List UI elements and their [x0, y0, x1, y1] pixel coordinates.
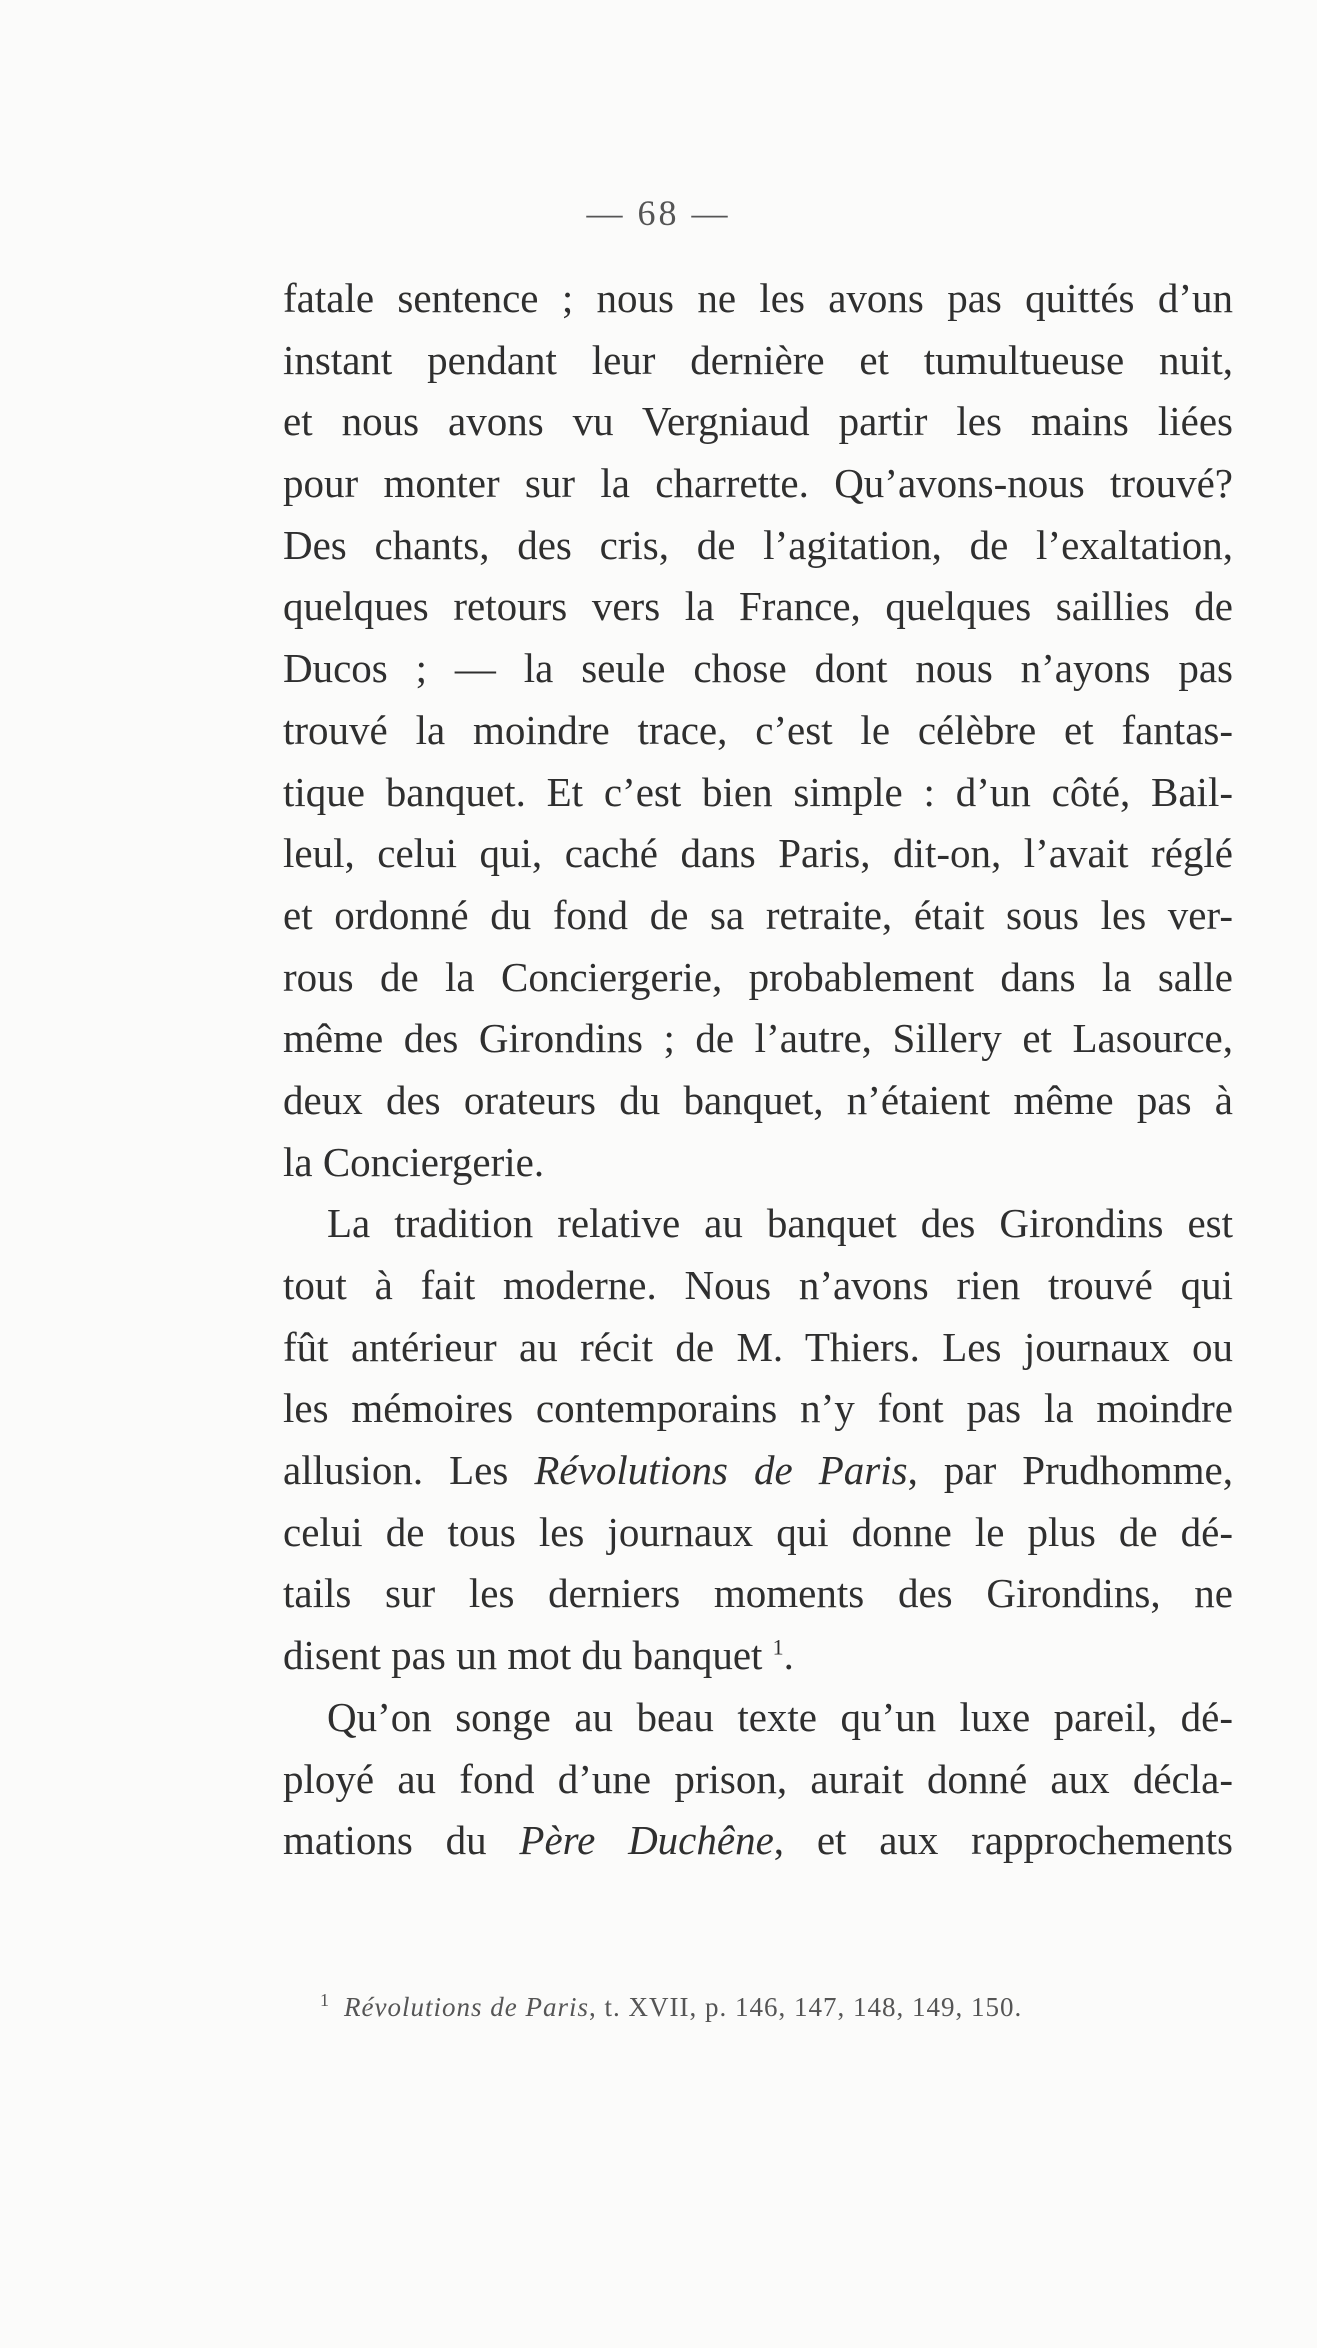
text-line: fût antérieur au récit de M. Thiers. Les journaux ou — [283, 1323, 1233, 1370]
text-line: Ducos ; — la seule chose dont nous n’ayons pas — [283, 645, 1233, 692]
text-line: trouvé la moindre trace, c’est le célèbre et fantas- — [283, 706, 1233, 753]
footnote-mark: 1 — [320, 1990, 330, 2010]
text-line: Qu’on songe au beau texte qu’un luxe pareil, dé- — [327, 1693, 1233, 1740]
text-line: deux des orateurs du banquet, n’étaient même pas à — [283, 1076, 1233, 1123]
text-line: celui de tous les journaux qui donne le plus de dé- — [283, 1508, 1233, 1555]
italic-title: Révolutions de Paris — [534, 1447, 908, 1494]
footnote-title: Révolutions de Paris — [344, 1992, 589, 2022]
text-line: et nous avons vu Vergniaud partir les mains liées — [283, 398, 1233, 445]
text-line: la Conciergerie. — [283, 1138, 545, 1185]
page-number: — 68 — — [586, 193, 731, 233]
text-line: les mémoires contemporains n’y font pas la moindre — [283, 1385, 1233, 1432]
mations-after: , et aux rapprochements — [773, 1817, 1234, 1864]
text-line — [283, 1810, 1233, 1872]
text-line: Des chants, des cris, de l’agitation, de l’exaltation, — [283, 521, 1233, 568]
text-line: tails sur les derniers moments des Girondins, ne — [283, 1570, 1233, 1617]
text-line: ployé au fond d’une prison, aurait donné aux décla- — [283, 1755, 1233, 1802]
text-line: même des Girondins ; de l’autre, Sillery et Lasource, — [283, 1015, 1233, 1062]
text-line: pour monter sur la charrette. Qu’avons-nous trouvé? — [283, 460, 1233, 507]
banquet-text: disent pas un mot du banquet — [283, 1632, 773, 1679]
banquet-after: . — [783, 1632, 794, 1679]
text-line: fatale sentence ; nous ne les avons pas quittés d’un — [283, 275, 1233, 321]
text-line — [283, 1440, 1233, 1502]
text-line — [283, 1625, 1233, 1687]
text-line: rous de la Conciergerie, probablement dans la salle — [283, 953, 1233, 1000]
text-line: tout à fait moderne. Nous n’avons rien trouvé qui — [283, 1262, 1233, 1308]
italic-title: Père Duchêne — [519, 1817, 774, 1864]
allusion-after: , par Prudhomme, — [907, 1447, 1233, 1494]
body-text — [283, 268, 1233, 1872]
mations-before: mations du — [283, 1817, 520, 1864]
text-line: tique banquet. Et c’est bien simple : d’un côté, Bail- — [283, 768, 1233, 815]
footnote — [320, 1990, 1022, 2023]
text-line: leul, celui qui, caché dans Paris, dit-on, l’avait réglé — [283, 830, 1233, 877]
footnote-reference: 1 — [772, 1634, 784, 1660]
footnote-rest: , t. XVII, p. 146, 147, 148, 149, 150. — [588, 1992, 1023, 2022]
text-line: La tradition relative au banquet des Girondins est — [327, 1200, 1233, 1247]
text-line: instant pendant leur dernière et tumultueuse nuit, — [283, 336, 1233, 383]
allusion-before: allusion. Les — [283, 1447, 535, 1494]
text-line: et ordonné du fond de sa retraite, était sous les ver- — [283, 891, 1233, 938]
text-line: quelques retours vers la France, quelques saillies de — [283, 583, 1233, 630]
